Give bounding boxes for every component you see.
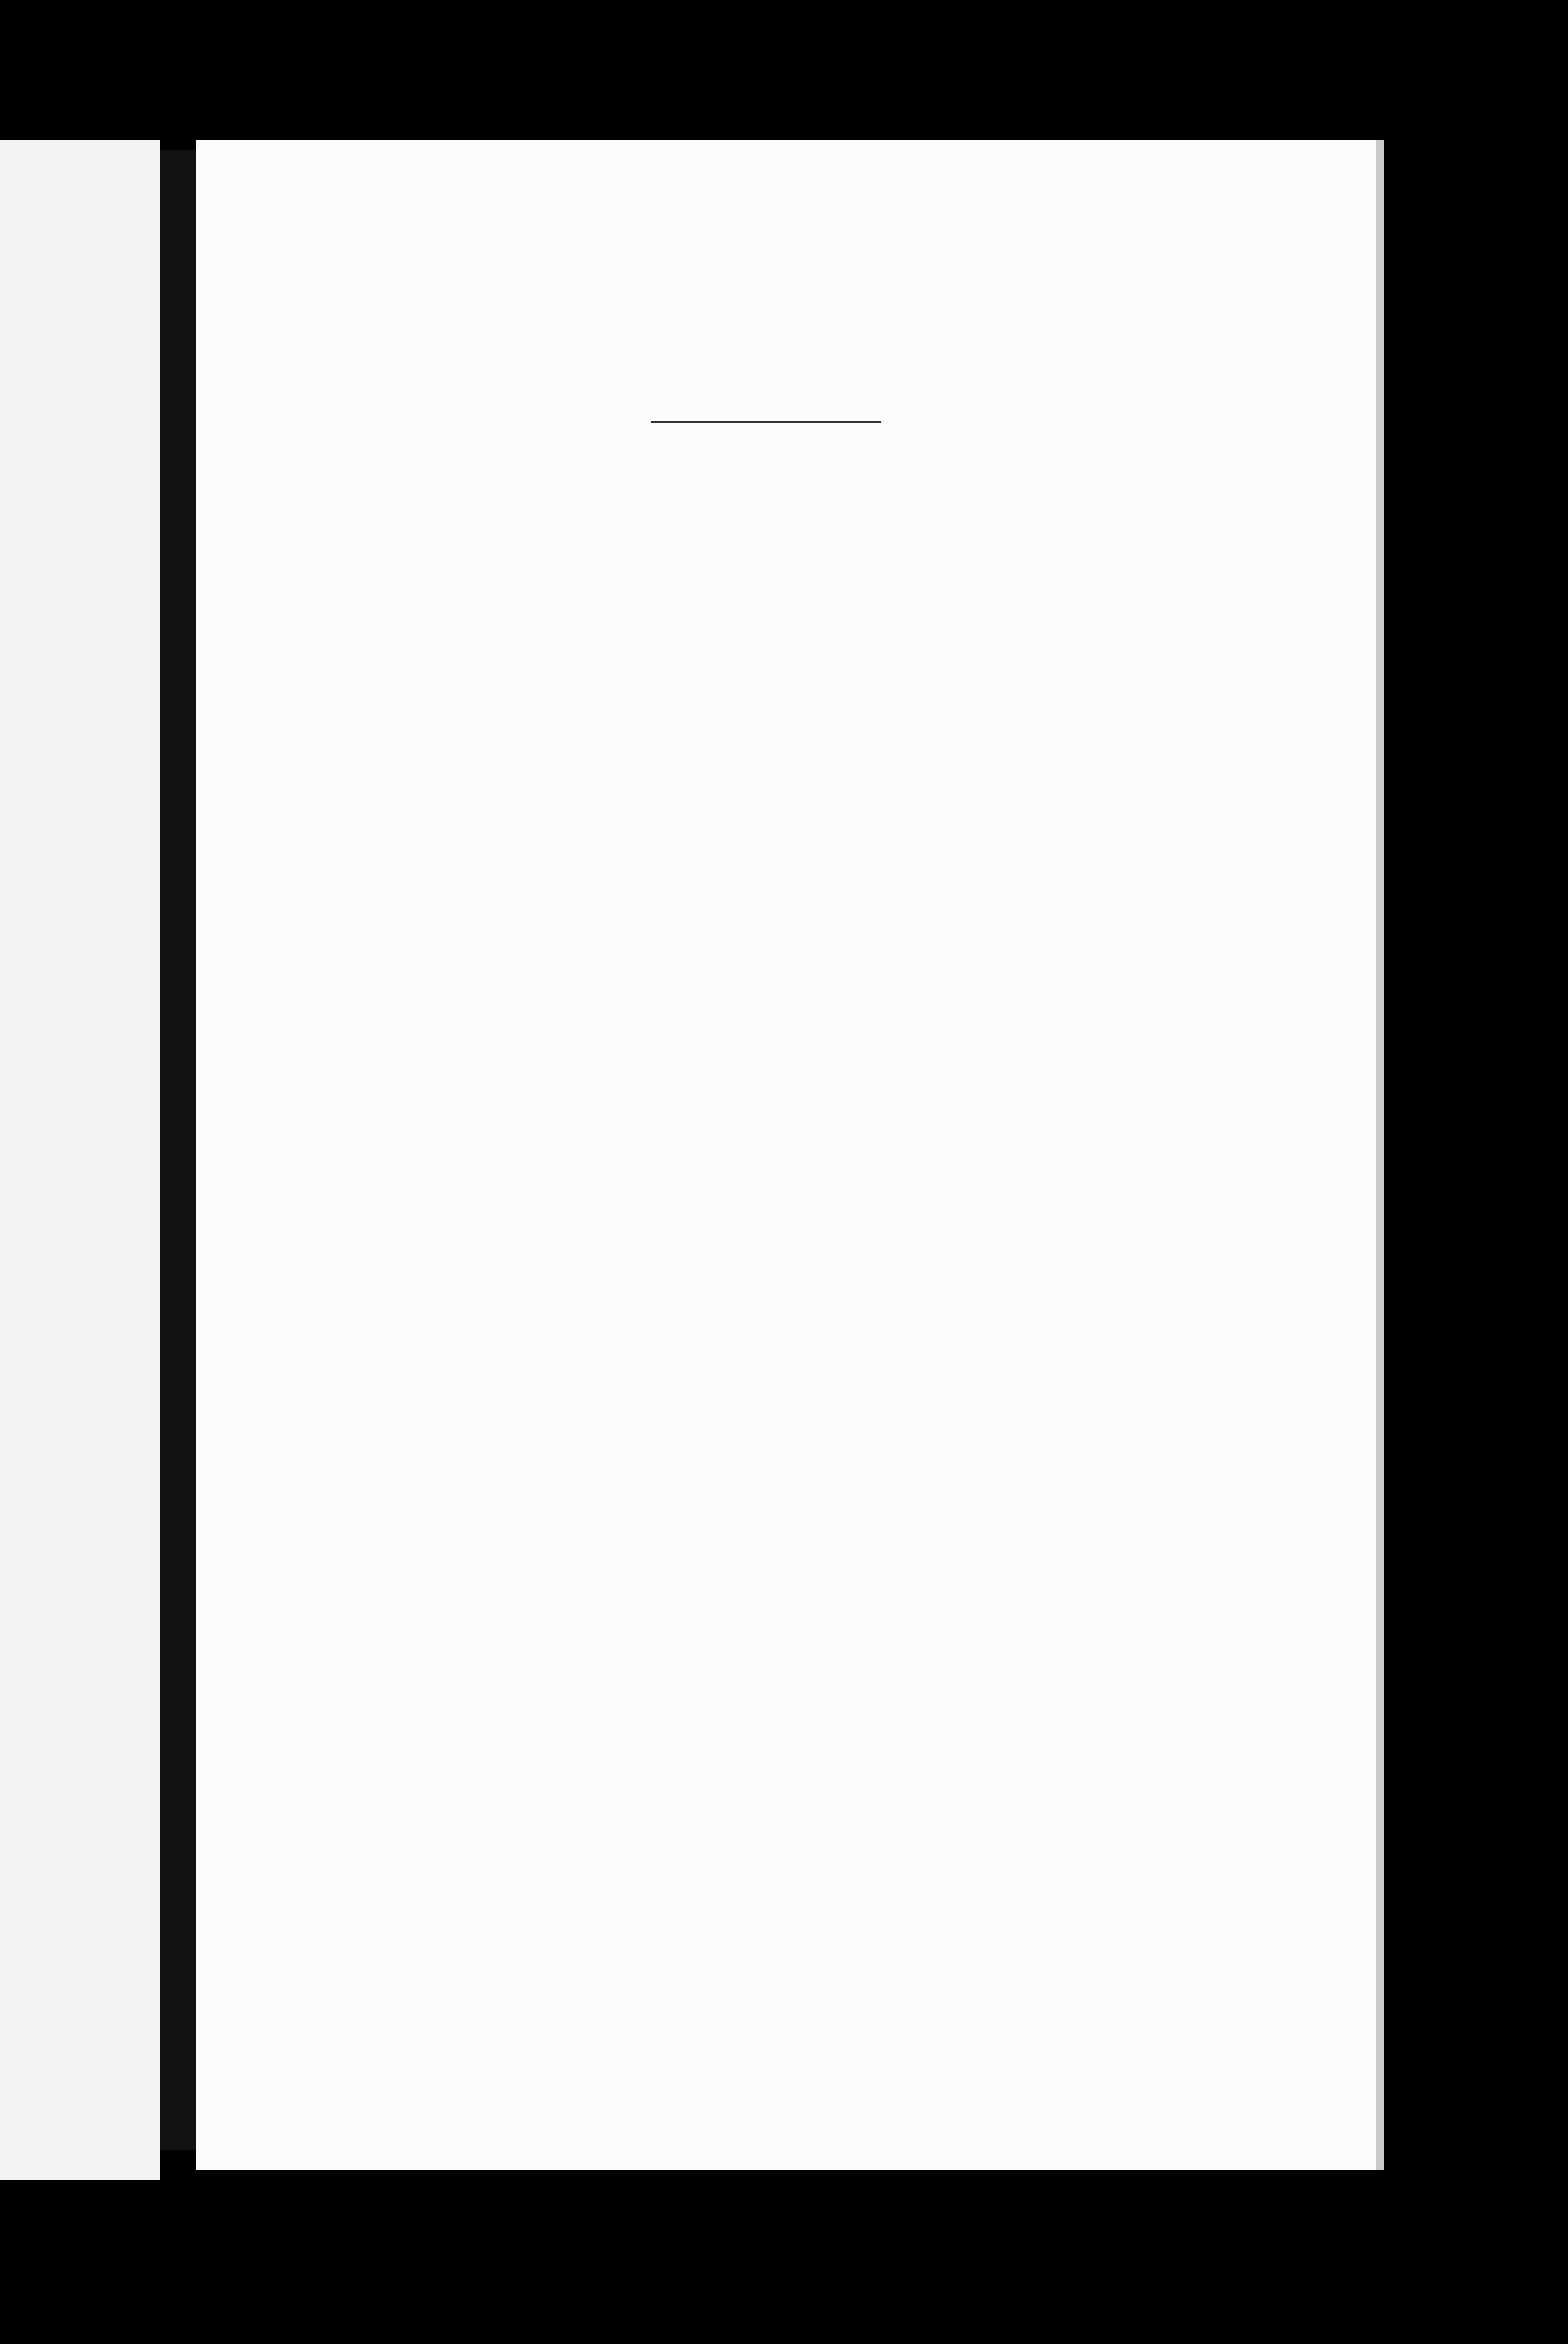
facing-page-fragment	[0, 140, 160, 2180]
document-page	[196, 140, 1376, 2170]
section-divider	[651, 421, 881, 423]
page-edge	[1376, 140, 1384, 2170]
book-binding	[160, 150, 196, 2150]
page-content	[331, 385, 1201, 471]
